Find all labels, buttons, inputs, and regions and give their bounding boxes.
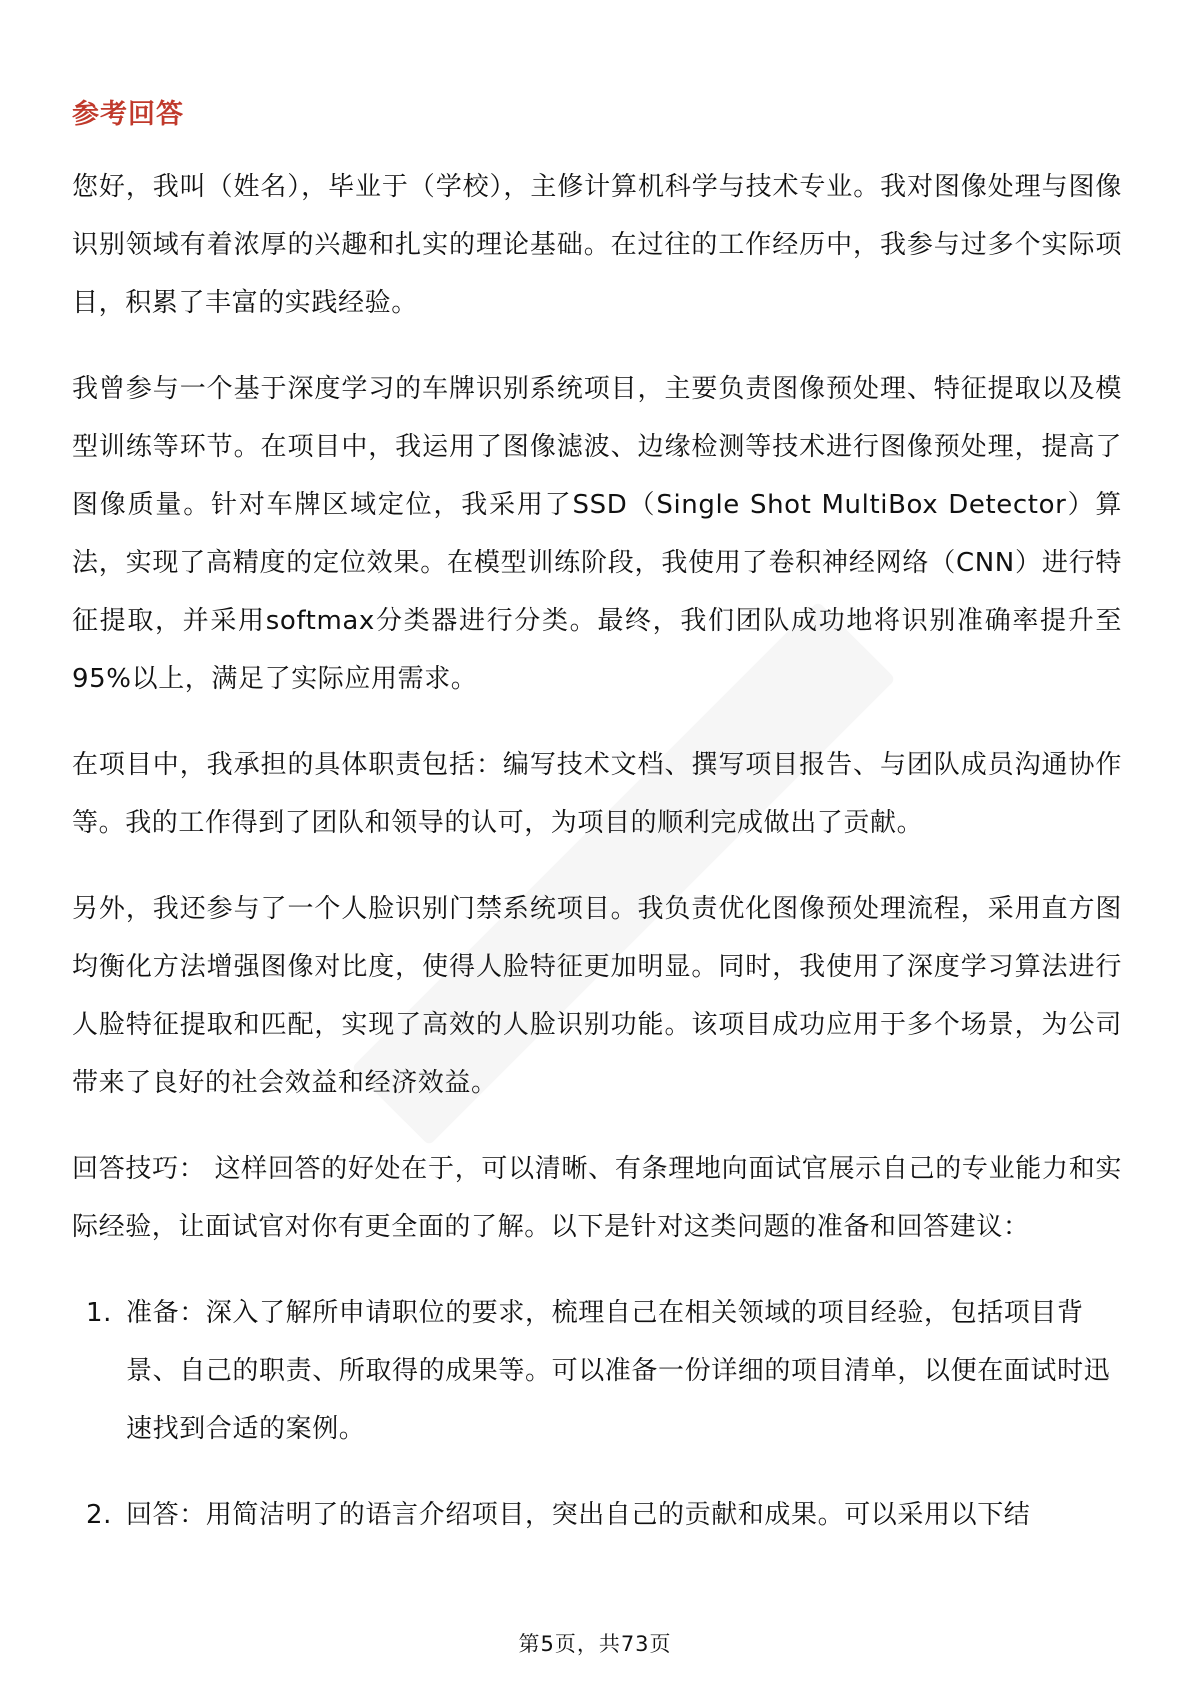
answer-body — [72, 158, 1122, 1572]
paragraph-intro: 您好，我叫（姓名），毕业于（学校），主修计算机科学与技术专业。我对图像处理与图像识别领域有着浓厚的兴趣和扎实的理论基础。在过往的工作经历中，我参与过多个实际项目，积累了丰富的实践经验。 — [72, 172, 1122, 318]
list-item — [72, 1486, 1122, 1544]
paragraph-face-recognition-project: 另外，我还参与了一个人脸识别门禁系统项目。我负责优化图像预处理流程，采用直方图均衡化方法增强图像对比度，使得人脸特征更加明显。同时，我使用了深度学习算法进行人脸特征提取和匹配，实现了高效的人脸识别功能。该项目成功应用于多个场景，为公司带来了良好的社会效益和经济效益。 — [72, 894, 1122, 1098]
list-item-text: 回答：用简洁明了的语言介绍项目，突出自己的贡献和成果。可以采用以下结 — [126, 1500, 1031, 1530]
list-number: 1. — [86, 1298, 113, 1328]
page-number-footer: 第5页，共73页 — [518, 1632, 672, 1656]
paragraph-responsibilities: 在项目中，我承担的具体职责包括：编写技术文档、撰写项目报告、与团队成员沟通协作等。我的工作得到了团队和领导的认可，为项目的顺利完成做出了贡献。 — [72, 750, 1122, 838]
paragraph-tips: 回答技巧： 这样回答的好处在于，可以清晰、有条理地向面试官展示自己的专业能力和实际经验，让面试官对你有更全面的了解。以下是针对这类问题的准备和回答建议： — [72, 1154, 1122, 1242]
paragraph-license-plate-project: 我曾参与一个基于深度学习的车牌识别系统项目，主要负责图像预处理、特征提取以及模型训练等环节。在项目中，我运用了图像滤波、边缘检测等技术进行图像预处理，提高了图像质量。针对车牌区域定位，我采用了SSD（Single Shot MultiBox Detector）算法，实现了高精度的定位效果。在模型训练阶段，我使用了卷积神经网络（CNN）进行特征提取，并采用softmax分类器进行分类。最终，我们团队成功地将识别准确率提升至95%以上，满足了实际应用需求。 — [72, 374, 1122, 694]
list-number: 2. — [86, 1500, 113, 1530]
list-item-text: 准备：深入了解所申请职位的要求，梳理自己在相关领域的项目经验，包括项目背景、自己的职责、所取得的成果等。可以准备一份详细的项目清单，以便在面试时迅速找到合适的案例。 — [126, 1298, 1111, 1444]
section-heading: 参考回答 — [72, 99, 184, 130]
advice-list — [72, 1284, 1122, 1544]
list-item — [72, 1284, 1122, 1458]
